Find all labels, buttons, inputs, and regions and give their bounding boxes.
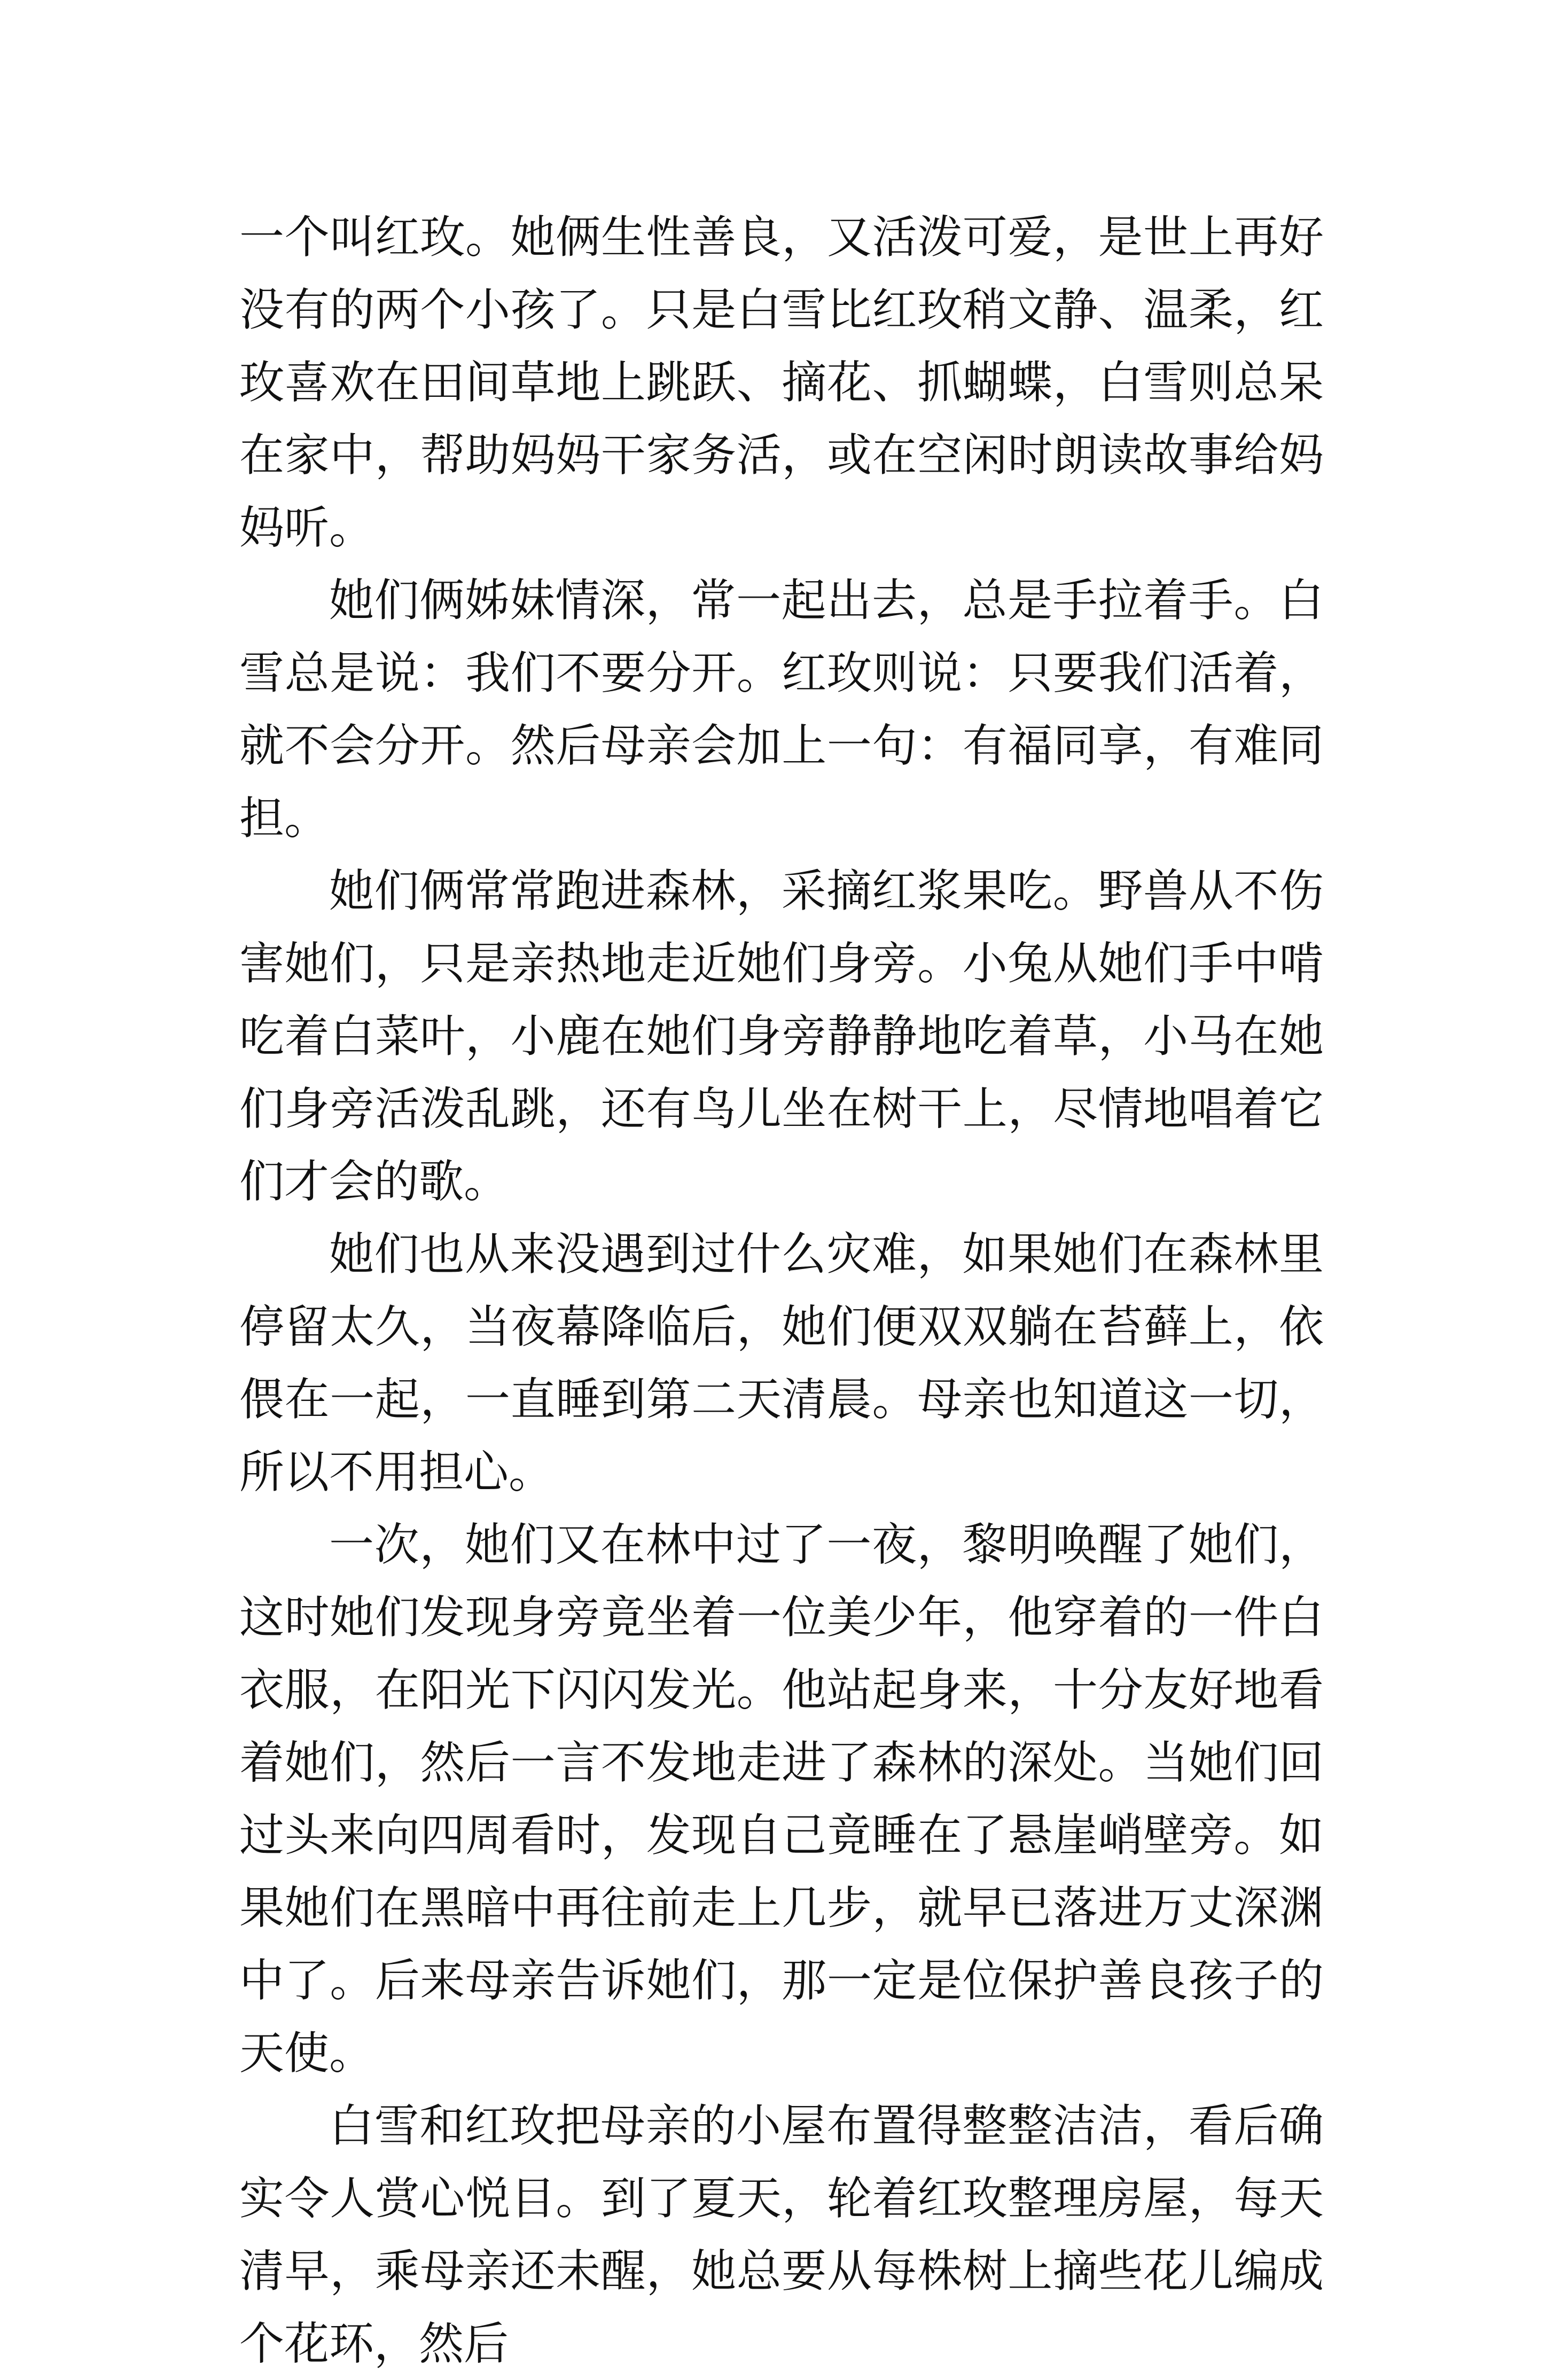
paragraph-1: 一个叫红玫。她俩生性善良，又活泼可爱，是世上再好没有的两个小孩了。只是白雪比红玫稍文静、温柔，红玫喜欢在田间草地上跳跃、摘花、抓蝴蝶，白雪则总呆在家中，帮助妈妈干家务活，或在空闲时朗读故事给妈妈听。 [239, 211, 1324, 554]
paragraph-6: 白雪和红玫把母亲的小屋布置得整整洁洁，看后确实令人赏心悦目。到了夏天，轮着红玫整理房屋，每天清早，乘母亲还未醒，她总要从每株树上摘些花儿编成个花环，然后 [239, 2100, 1324, 2370]
paragraph-2: 她们俩姊妹情深，常一起出去，总是手拉着手。白雪总是说：我们不要分开。红玫则说：只要我们活着，就不会分开。然后母亲会加上一句：有福同享，有难同担。 [239, 574, 1324, 844]
paragraph-4: 她们也从来没遇到过什么灾难，如果她们在森林里停留太久，当夜幕降临后，她们便双双躺在苔藓上，依偎在一起，一直睡到第二天清晨。母亲也知道这一切，所以不用担心。 [239, 1228, 1324, 1498]
body-text [239, 201, 1324, 2380]
paragraph-5: 一次，她们又在林中过了一夜，黎明唤醒了她们，这时她们发现身旁竟坐着一位美少年，他穿着的一件白衣服，在阳光下闪闪发光。他站起身来，十分友好地看着她们，然后一言不发地走进了森林的深处。当她们回过头来向四周看时，发现自己竟睡在了悬崖峭壁旁。如果她们在黑暗中再往前走上几步，就早已落进万丈深渊中了。后来母亲告诉她们，那一定是位保护善良孩子的天使。 [239, 1518, 1324, 2079]
paragraph-3: 她们俩常常跑进森林，采摘红浆果吃。野兽从不伤害她们，只是亲热地走近她们身旁。小兔从她们手中啃吃着白菜叶，小鹿在她们身旁静静地吃着草，小马在她们身旁活泼乱跳，还有鸟儿坐在树干上，尽情地唱着它们才会的歌。 [239, 865, 1324, 1208]
